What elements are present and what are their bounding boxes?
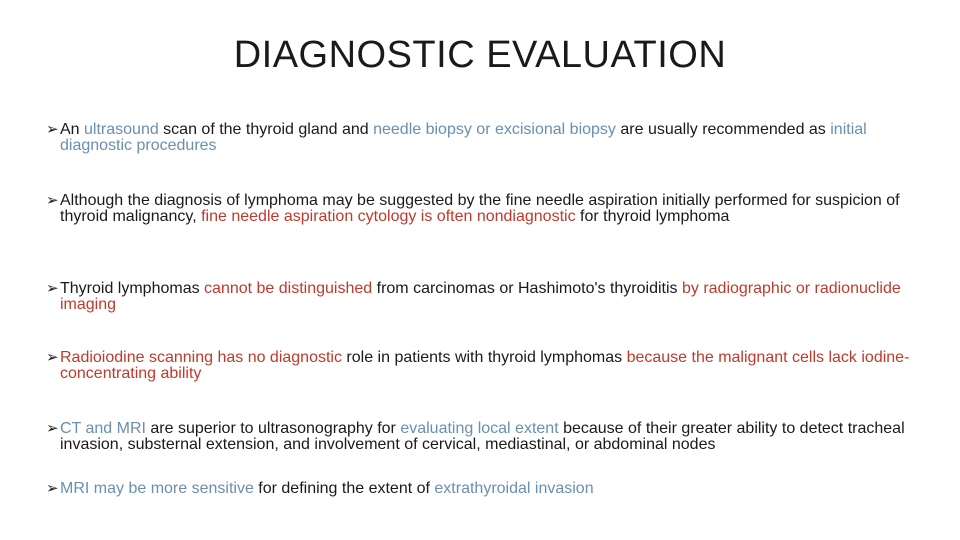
slide-title: DIAGNOSTIC EVALUATION [233,34,727,76]
bullet-text [46,281,916,313]
bullet-text [46,193,916,225]
bullet-text-segment: Although the diagnosis of lymphoma may be suggested by the fine needle aspiration initially performed for suspicion of thyroid malignancy, [60,192,900,225]
bullet-item [46,350,916,382]
bullet-text-segment: because of their greater ability to detect tracheal invasion, substernal extension, and involvement of cervical, mediastinal, or abdominal nodes [60,420,905,453]
highlighted-text-segment: fine needle aspiration cytology is often nondiagnostic [201,208,576,225]
bullet-text [46,122,916,154]
bullet-item [46,281,916,313]
bullet-text [46,350,916,382]
bullet-text [46,481,916,497]
highlighted-text-segment: initial diagnostic procedures [60,121,867,154]
arrow-bullet-icon: ➢ [46,280,59,297]
highlighted-text-segment: extrathyroidal invasion [434,480,594,497]
highlighted-text-segment: evaluating local extent [400,420,559,437]
highlighted-text-segment: CT and MRI [60,420,146,437]
highlighted-text-segment: needle biopsy or excisional biopsy [373,121,616,138]
bullet-text-segment: scan of the thyroid gland and [158,121,374,138]
bullet-item [46,122,916,154]
arrow-bullet-icon: ➢ [46,480,59,497]
bullet-text-segment: Thyroid lymphomas [60,280,205,297]
arrow-bullet-icon: ➢ [46,121,59,138]
arrow-bullet-icon: ➢ [46,420,59,437]
arrow-bullet-icon: ➢ [46,349,59,366]
bullet-text-segment: An [60,121,85,138]
highlighted-text-segment: by radiographic or radionuclide imaging [60,280,901,313]
arrow-bullet-icon: ➢ [46,192,59,209]
bullet-item [46,193,916,225]
bullet-text-segment: for thyroid lymphoma [575,208,730,225]
highlighted-text-segment: MRI may be more sensitive [60,480,254,497]
highlighted-text-segment: cannot be distinguished [204,280,373,297]
bullet-text-segment: from carcinomas or Hashimoto's thyroiditis [372,280,682,297]
highlighted-text-segment: Radioiodine scanning has no diagnostic [60,349,342,366]
highlighted-text-segment: ultrasound [84,121,159,138]
bullet-text-segment: role in patients with thyroid lymphomas [341,349,627,366]
bullet-text-segment: are usually recommended as [615,121,831,138]
highlighted-text-segment: because the malignant cells lack iodine-concentrating ability [60,349,910,382]
bullet-text-segment: for defining the extent of [253,480,435,497]
bullet-text-segment: are superior to ultrasonography for [145,420,401,437]
bullet-text [46,421,916,453]
bullet-item [46,481,916,497]
bullet-item [46,421,916,453]
